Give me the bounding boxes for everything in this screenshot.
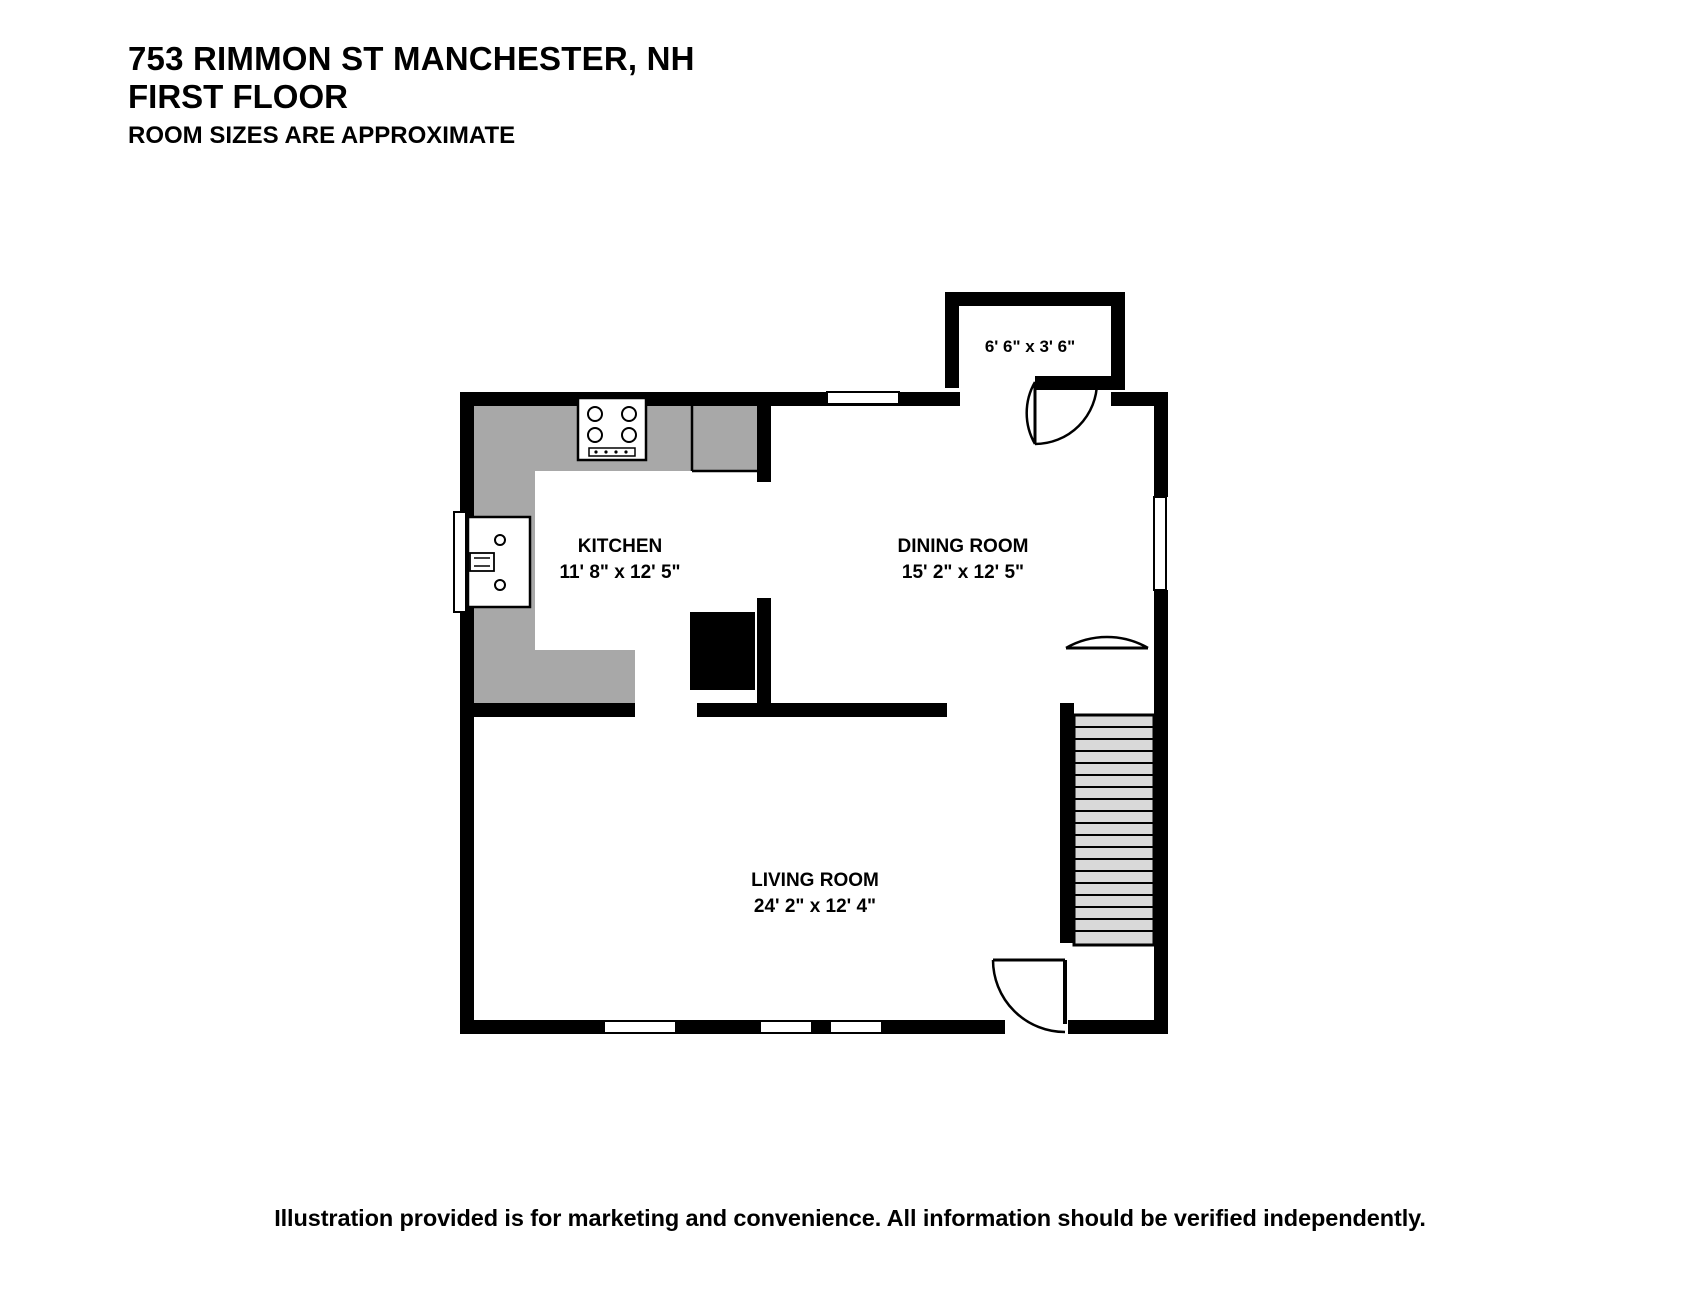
footer-disclaimer: Illustration provided is for marketing and convenience. All information should be verified independently. [274, 1205, 1426, 1231]
kitchen-sink [454, 512, 530, 612]
room-dimensions-living: 24' 2" x 12' 4" [753, 896, 877, 917]
room-label-kitchen: KITCHEN [577, 536, 663, 557]
kitchen-range [578, 398, 646, 460]
room-label-dining: DINING ROOM [897, 536, 1029, 557]
alcove-dimensions: 6' 6" x 3' 6" [984, 337, 1076, 356]
staircase [1074, 715, 1154, 945]
room-label-living: LIVING ROOM [751, 870, 879, 891]
door-stair-top [1066, 637, 1148, 648]
page-subtitle-note: ROOM SIZES ARE APPROXIMATE [128, 122, 516, 149]
door-alcove [1027, 382, 1097, 444]
page-title-floor: FIRST FLOOR [128, 78, 348, 115]
page-title-address: 753 RIMMON ST MANCHESTER, NH [128, 40, 695, 77]
room-dimensions-kitchen: 11' 8" x 12' 5" [559, 562, 681, 583]
chimney-block [690, 612, 755, 690]
room-dimensions-dining: 15' 2" x 12' 5" [901, 562, 1025, 583]
